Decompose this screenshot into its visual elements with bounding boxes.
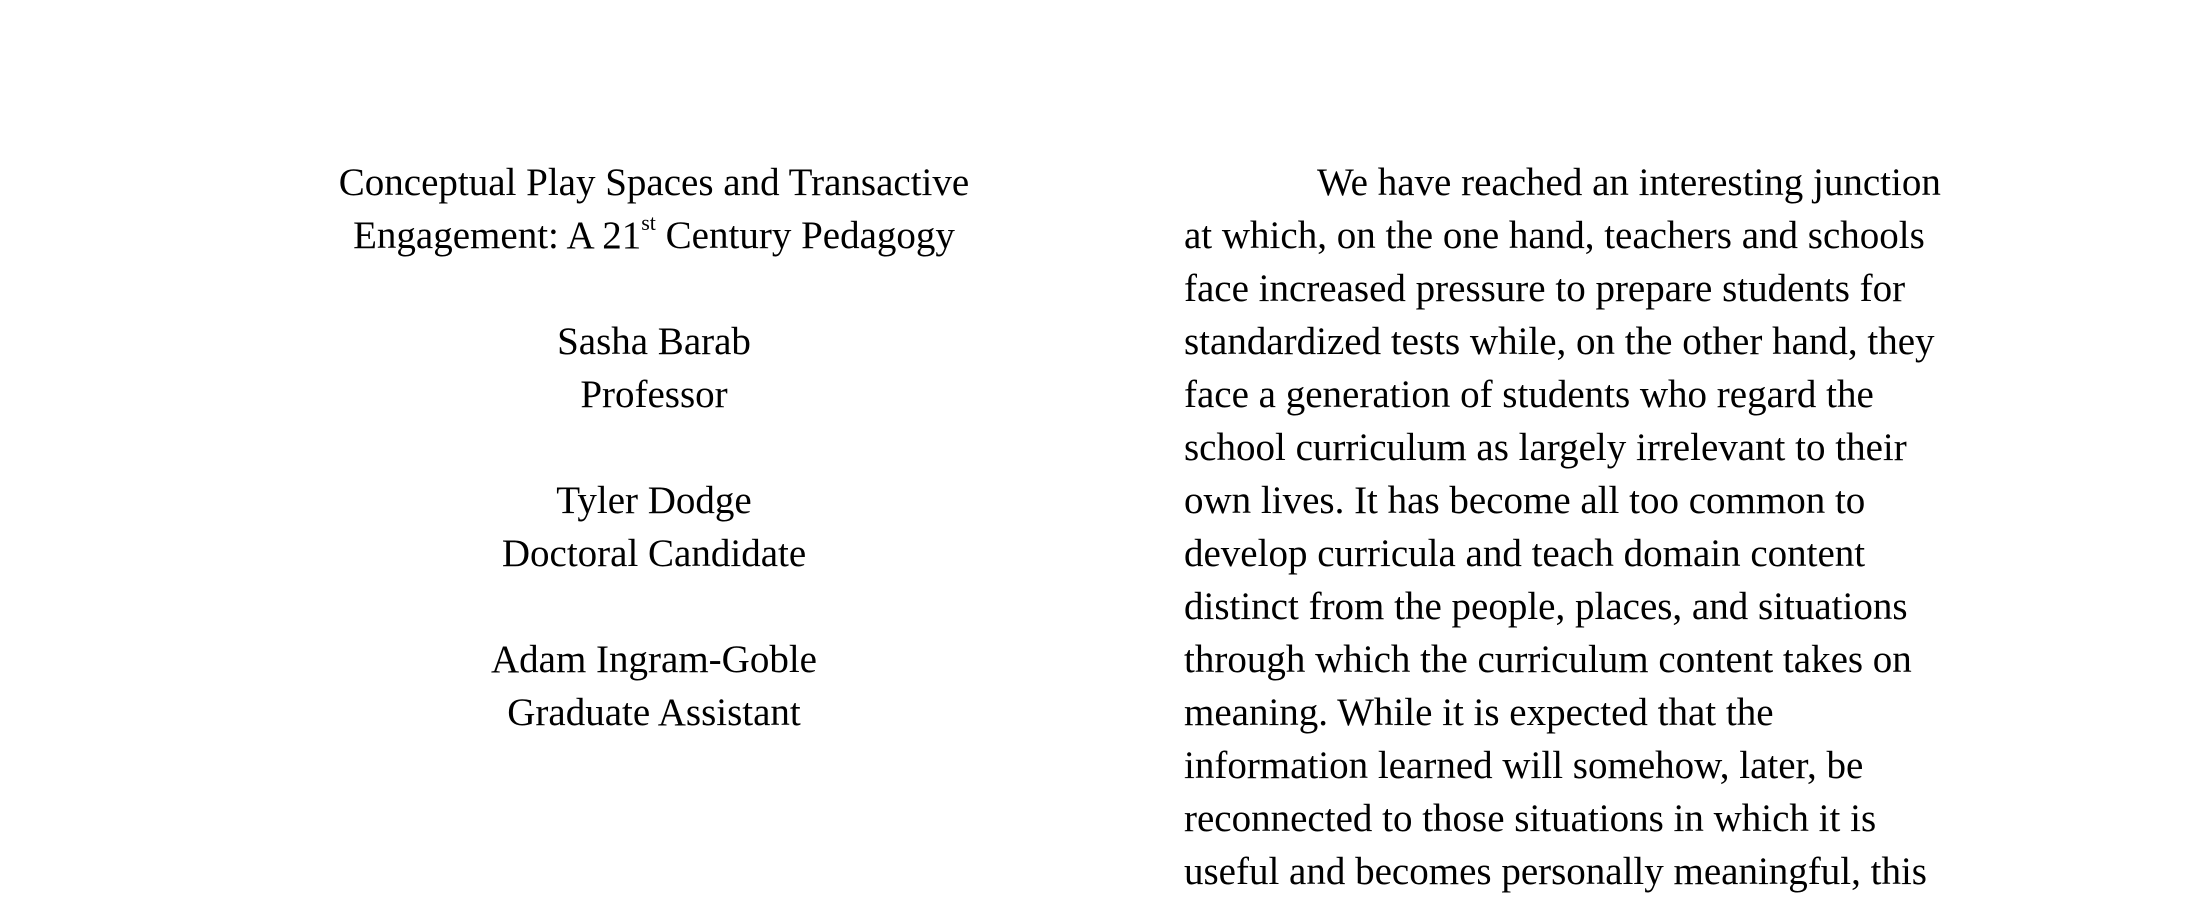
paper-title-line-2-start: Engagement: A 21 — [353, 214, 642, 257]
body-line: school curriculum as largely irrelevant to their — [1184, 426, 1907, 469]
body-line: at which, on the one hand, teachers and schools — [1184, 214, 1925, 257]
body-line: face increased pressure to prepare students for — [1184, 267, 1906, 310]
ordinal-suffix: st — [641, 210, 656, 235]
body-line: reconnected to those situations in which it is — [1184, 797, 1877, 840]
body-line: distinct from the people, places, and situations — [1184, 585, 1908, 628]
body-line: develop curricula and teach domain content — [1184, 532, 1866, 575]
body-line: We have reached an interesting junction — [1317, 161, 1941, 204]
body-line: face a generation of students who regard the — [1184, 373, 1874, 416]
author-role: Professor — [580, 373, 728, 416]
author-role: Graduate Assistant — [507, 691, 801, 734]
author-name: Adam Ingram-Goble — [491, 638, 817, 681]
body-line: own lives. It has become all too common to — [1184, 479, 1866, 522]
body-line: through which the curriculum content takes on — [1184, 638, 1912, 681]
spacer — [254, 262, 1054, 315]
body-line: standardized tests while, on the other hand, they — [1184, 320, 1935, 363]
spacer — [254, 580, 1054, 633]
paper-title-line-1: Conceptual Play Spaces and Transactive — [338, 161, 970, 204]
paper-title-line-2-end: Century Pedagogy — [655, 214, 955, 257]
author-name: Tyler Dodge — [556, 479, 752, 522]
spacer — [254, 421, 1054, 474]
title-block — [254, 156, 1054, 739]
body-line: meaning. While it is expected that the — [1184, 691, 1774, 734]
paper-title-line-2 — [254, 209, 1054, 262]
body-text — [1184, 156, 2044, 898]
body-line: useful and becomes personally meaningful, this — [1184, 850, 1927, 893]
author-role: Doctoral Candidate — [501, 532, 807, 575]
body-line: information learned will somehow, later, be — [1184, 744, 1864, 787]
author-name: Sasha Barab — [557, 320, 751, 363]
